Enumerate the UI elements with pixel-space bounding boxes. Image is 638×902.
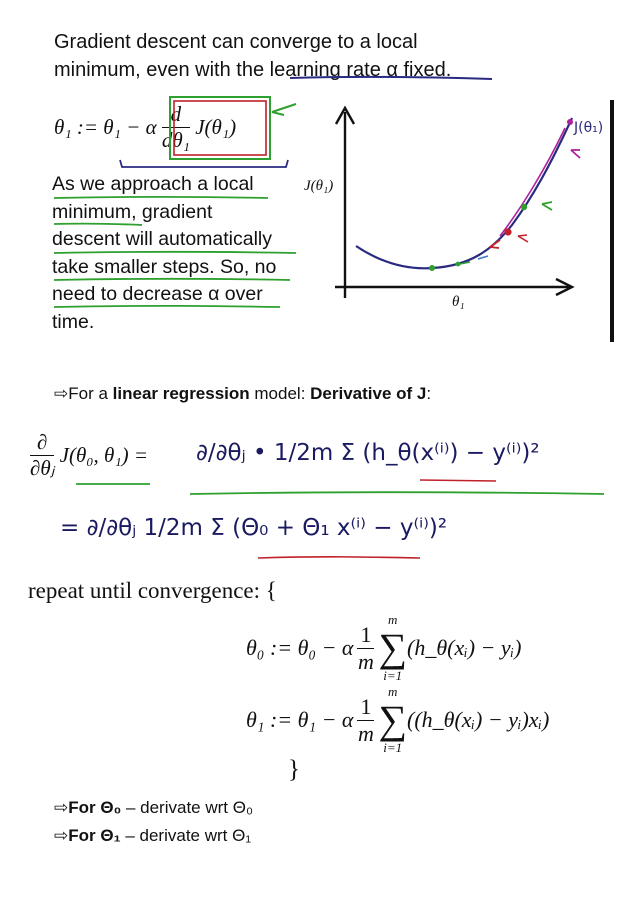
theta0-summand: (h_θ(xᵢ) − yᵢ) [407, 635, 522, 660]
theta0-sum-bottom: i=1 [383, 668, 403, 683]
partial-frac [30, 430, 54, 481]
plot-curve-note: J(θ₁) [574, 120, 604, 136]
curve-point-top [567, 119, 573, 125]
theta1-sum-bottom: i=1 [383, 740, 403, 755]
partial-den: ∂θⱼ [30, 456, 55, 480]
underline-hand1-h [420, 480, 496, 481]
theta0-update [246, 612, 521, 684]
body-line-6: time. [52, 310, 95, 333]
theta1-summand: ((h_θ(xᵢ) − yᵢ)xᵢ) [407, 707, 550, 732]
theta0-frac [357, 622, 374, 675]
heading-post: : [426, 384, 432, 403]
theta0-sum-top: m [388, 612, 398, 627]
cost-curve-overlay [500, 128, 565, 236]
body-line-3: descent will automatically [52, 228, 273, 250]
body-paragraph [52, 171, 276, 336]
curve-point-mid [521, 204, 527, 210]
step-arrow-4 [518, 235, 528, 242]
theta1-frac [357, 694, 374, 747]
step-arrow-3 [490, 240, 500, 248]
update-rule-lhs: θ₁ := θ₁ − α [54, 115, 157, 139]
body-line-1: As we approach a local [52, 173, 254, 195]
heading-bold-1: linear regression [112, 384, 250, 403]
update-rule-derivative [162, 102, 190, 153]
repeat-label: repeat until convergence: { [28, 578, 277, 603]
update-bracket [120, 160, 288, 167]
theta1-lhs: θ₁ := θ₁ − α [246, 707, 354, 732]
sigma-icon: ∑ [378, 697, 407, 742]
step-arrow-2 [542, 202, 552, 210]
deriv-numerator: d [162, 102, 190, 128]
bullet-theta1-rest: – derivate wrt Θ₁ [120, 826, 252, 845]
update-rule-function: J(θ₁) [195, 115, 237, 139]
body-line-2: minimum, gradient [52, 200, 213, 223]
hand-eq-1-lhs [30, 430, 148, 481]
bullet-theta1 [54, 826, 251, 846]
curve-point-low [429, 265, 435, 271]
hand-eq-2: = ∂/∂θⱼ 1/2m Σ (Θ₀ + Θ₁ x⁽ⁱ⁾ − y⁽ⁱ⁾)² [60, 515, 448, 541]
derivative-box-arrow [272, 104, 296, 115]
underline-hand2 [258, 557, 420, 558]
body-line-4: take smaller steps. So, no [52, 255, 277, 278]
hand-eq-1-fn: J(θ₀, θ₁) = [59, 443, 149, 467]
sigma-icon: ∑ [378, 625, 407, 670]
bullet-theta1-bold: For Θ₁ [68, 826, 121, 845]
curve-point-low2 [456, 262, 461, 267]
step-arrow-6 [478, 256, 488, 259]
slide-title [54, 28, 451, 84]
underline-hand1-long [190, 492, 604, 494]
theta0-frac-num: 1 [357, 622, 374, 649]
closing-brace: } [288, 756, 300, 783]
step-arrow-1 [571, 150, 580, 158]
plot-y-label: J(θ₁) [304, 178, 334, 194]
bullet-theta0-bold: For Θ₀ [68, 798, 122, 817]
theta0-sum [378, 612, 407, 684]
theta0-frac-den: m [358, 648, 374, 674]
bullet-theta0-rest: – derivate wrt Θ₀ [121, 798, 254, 817]
body-line-5: need to decrease α over [52, 283, 263, 305]
plot-x-label: θ₁ [452, 294, 465, 310]
theta1-update [246, 684, 549, 756]
curve-point-red [504, 228, 511, 235]
bullet-arrow-icon: ⇨ [54, 798, 69, 817]
theta1-frac-den: m [358, 720, 374, 746]
heading-mid: model: [249, 384, 311, 403]
step-arrow-5 [460, 262, 470, 264]
deriv-denominator: dθ₁ [161, 128, 190, 152]
plot-x-axis-arrowhead [556, 279, 572, 295]
slide-title-line-1: Gradient descent can converge to a local [54, 31, 418, 53]
notes-heading [54, 384, 431, 404]
hand-eq-1-rhs: ∂/∂θⱼ • 1/2m Σ (h_θ(x⁽ⁱ⁾) − y⁽ⁱ⁾)² [196, 440, 540, 466]
theta1-sum [378, 684, 407, 756]
bullet-arrow-icon: ⇨ [54, 826, 69, 845]
theta0-lhs: θ₀ := θ₀ − α [246, 635, 354, 660]
heading-bold-2: Derivative of J [310, 384, 427, 403]
plot-y-axis-arrowhead [336, 108, 354, 124]
theta1-sum-top: m [388, 684, 398, 699]
heading-arrow-icon: ⇨ [54, 384, 69, 403]
heading-pre: For a [68, 384, 113, 403]
slide-title-line-2: minimum, even with the learning rate α fixed. [54, 59, 452, 81]
update-rule [54, 102, 236, 153]
partial-num: ∂ [30, 430, 54, 456]
cost-curve [356, 118, 572, 268]
theta1-frac-num: 1 [357, 694, 374, 721]
bullet-theta0 [54, 798, 253, 818]
